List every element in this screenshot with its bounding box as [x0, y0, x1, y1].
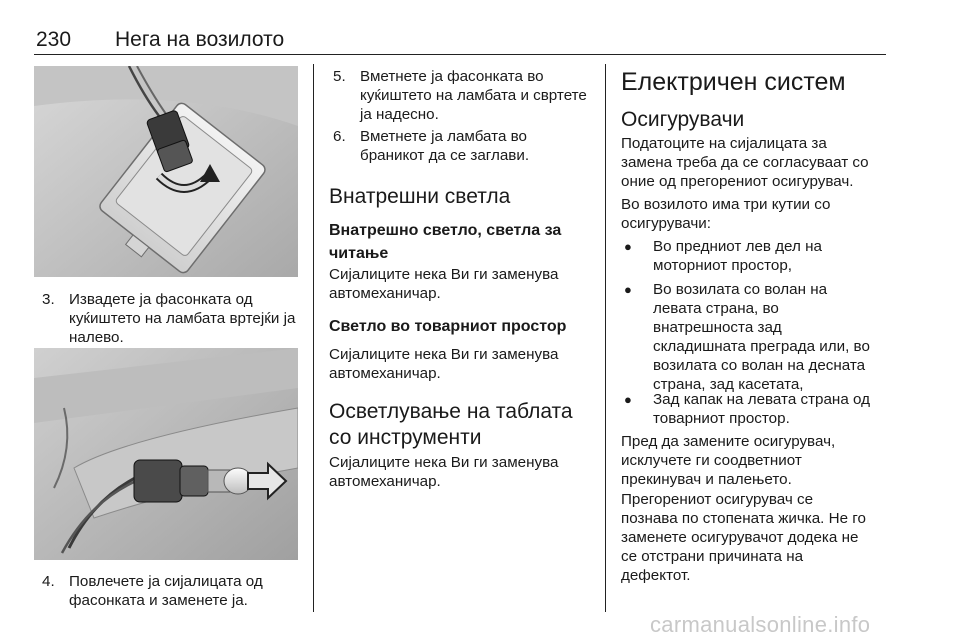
fuses-intro-text: Податоците на сијалицата за замена треба да се согласуваат со оние од прегорениот осигурувач. [621, 135, 869, 190]
illustration-socket-removal [34, 66, 298, 277]
fuse-boxes-text: Во возилото има три кутии со осигурувачи: [621, 196, 831, 232]
bullet-icon: ● [624, 239, 632, 254]
reading-lights-heading: Внатрешно светло, светла за читање [329, 222, 562, 262]
column-divider-right [605, 64, 606, 612]
page-number: 230 [36, 28, 72, 51]
electrical-system-heading: Електричен систем [621, 68, 846, 96]
bullet-icon: ● [624, 392, 632, 407]
instrument-lighting-heading: Осветлување на таблата со инструменти [329, 400, 573, 449]
page-header [34, 14, 886, 55]
reading-lights-text: Сијалиците нека Ви ги заменува автомеханичар. [329, 266, 559, 302]
illustration-bulb-removal [34, 348, 298, 560]
column-divider-left [313, 64, 314, 612]
blown-fuse-text: Прегорениот осигурувач се познава по стопената жичка. Не го заменете осигурувачот додека не се отстрани причината на дефектот. [621, 491, 866, 584]
instrument-lighting-text: Сијалиците нека Ви ги заменува автомеханичар. [329, 454, 559, 490]
fuses-heading: Осигурувачи [621, 108, 745, 131]
bullet-icon: ● [624, 282, 632, 297]
cargo-light-text: Сијалиците нека Ви ги заменува автомеханичар. [329, 346, 559, 382]
before-replacing-text: Пред да замените осигурувач, исклучете ги соодветниот прекинувач и палењето. [621, 433, 836, 488]
interior-lights-heading: Внатрешни светла [329, 185, 511, 208]
watermark: carmanualsonline.info [650, 612, 871, 637]
page-title: Нега на возилото [115, 28, 285, 51]
cargo-light-heading: Светло во товарниот простор [329, 318, 567, 335]
